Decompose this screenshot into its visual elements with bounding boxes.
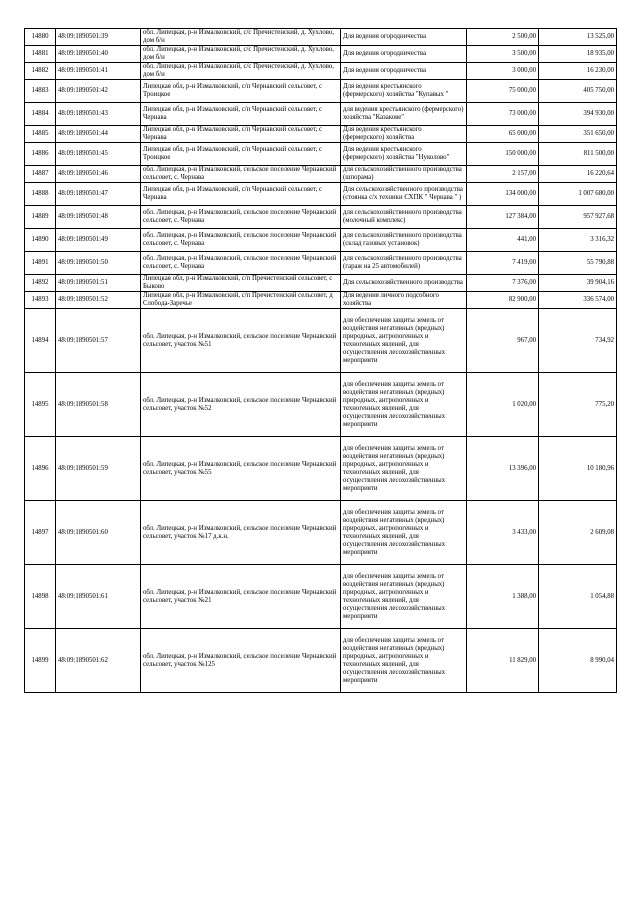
cadastral-value-cell: 351 650,00 — [539, 126, 617, 143]
permitted-use-cell: для сельскохозяйственного производства (склад газовых установок) — [341, 229, 467, 252]
cadastral-value-cell: 16 220,64 — [539, 166, 617, 183]
cadastral-table-sheet — [24, 28, 616, 693]
cadastral-value-cell: 39 904,16 — [539, 275, 617, 292]
cadastral-number-cell: 48:09:1890501:51 — [56, 275, 141, 292]
area-cell: 65 000,00 — [467, 126, 539, 143]
table-body — [25, 29, 617, 693]
area-cell: 7 376,00 — [467, 275, 539, 292]
row-number-cell: 14891 — [25, 252, 56, 275]
row-number-cell: 14889 — [25, 206, 56, 229]
area-cell: 127 384,00 — [467, 206, 539, 229]
cadastral-number-cell: 48:09:1890501:61 — [56, 565, 141, 629]
address-cell: обл. Липецкая, р-н Измалковский, сельское поселение Чернавский сельсовет, участок №125 — [141, 629, 341, 693]
address-cell: обл. Липецкая, р-н Измалковский, с/с Пречистенский, д. Хухлово, дом б/н — [141, 29, 341, 46]
address-cell: Липецкая обл, р-н Измалковский, с/п Пречистенский сельсовет, д Слобода-Заречье — [141, 292, 341, 309]
address-cell: обл. Липецкая, р-н Измалковский, сельское поселение Чернавский сельсовет, с. Чернава — [141, 252, 341, 275]
table-row — [25, 629, 617, 693]
area-cell: 13 396,00 — [467, 437, 539, 501]
address-cell: Липецкая обл, р-н Измалковский, с/п Пречистенский сельсовет, с Быково — [141, 275, 341, 292]
table-row — [25, 373, 617, 437]
table-row — [25, 501, 617, 565]
cadastral-value-cell: 1 054,88 — [539, 565, 617, 629]
table-row — [25, 29, 617, 46]
area-cell: 3 000,00 — [467, 63, 539, 80]
cadastral-number-cell: 48:09:1890501:44 — [56, 126, 141, 143]
row-number-cell: 14884 — [25, 103, 56, 126]
permitted-use-cell: Для ведения огородничества — [341, 46, 467, 63]
area-cell: 967,00 — [467, 309, 539, 373]
permitted-use-cell: Для сельскохозяйственного производства — [341, 275, 467, 292]
permitted-use-cell: для обеспечения защиты земель от воздействия негативных (вредных) природных, антропогенных и техногенных явлений, для осуществления лесохозяйственных мероприяти — [341, 501, 467, 565]
row-number-cell: 14888 — [25, 183, 56, 206]
permitted-use-cell: Для ведения огородничества — [341, 29, 467, 46]
row-number-cell: 14887 — [25, 166, 56, 183]
permitted-use-cell: для обеспечения защиты земель от воздействия негативных (вредных) природных, антропогенных и техногенных явлений, для осуществления лесохозяйственных мероприяти — [341, 373, 467, 437]
cadastral-number-cell: 48:09:1890501:47 — [56, 183, 141, 206]
cadastral-number-cell: 48:09:1890501:50 — [56, 252, 141, 275]
cadastral-value-cell: 13 525,00 — [539, 29, 617, 46]
address-cell: обл. Липецкая, р-н Измалковский, с/с Пречистенский, д. Хухлово, дом б/н — [141, 46, 341, 63]
area-cell: 75 000,00 — [467, 80, 539, 103]
row-number-cell: 14886 — [25, 143, 56, 166]
area-cell: 73 000,00 — [467, 103, 539, 126]
area-cell: 2 500,00 — [467, 29, 539, 46]
cadastral-value-cell: 394 930,00 — [539, 103, 617, 126]
cadastral-number-cell: 48:09:1890501:52 — [56, 292, 141, 309]
area-cell: 82 900,00 — [467, 292, 539, 309]
permitted-use-cell: Для ведения крестьянского (фермерского) хозяйства — [341, 126, 467, 143]
cadastral-value-table — [24, 28, 617, 693]
permitted-use-cell: Для ведения крестьянского (фермерского) хозяйства "Нуколово" — [341, 143, 467, 166]
cadastral-value-cell: 734,92 — [539, 309, 617, 373]
permitted-use-cell: Для ведения личного подсобного хозяйства — [341, 292, 467, 309]
cadastral-value-cell: 405 750,00 — [539, 80, 617, 103]
row-number-cell: 14898 — [25, 565, 56, 629]
address-cell: обл. Липецкая, р-н Измалковский, сельское поселение Чернавский сельсовет, участок №52 — [141, 373, 341, 437]
address-cell: обл. Липецкая, р-н Измалковский, сельское поселение Чернавский сельсовет, участок №51 — [141, 309, 341, 373]
cadastral-number-cell: 48:09:1890501:39 — [56, 29, 141, 46]
area-cell: 11 829,00 — [467, 629, 539, 693]
table-row — [25, 206, 617, 229]
permitted-use-cell: для ведения крестьянского (фермерского) хозяйства "Казакове" — [341, 103, 467, 126]
permitted-use-cell: для сельскохозяйственного производства (гараж на 25 автомобилей) — [341, 252, 467, 275]
cadastral-value-cell: 775,20 — [539, 373, 617, 437]
cadastral-value-cell: 10 180,96 — [539, 437, 617, 501]
cadastral-value-cell: 957 927,68 — [539, 206, 617, 229]
address-cell: Липецкая обл, р-н Измалковский, с/п Чернавский сельсовет, с Троицкое — [141, 80, 341, 103]
row-number-cell: 14896 — [25, 437, 56, 501]
row-number-cell: 14890 — [25, 229, 56, 252]
row-number-cell: 14882 — [25, 63, 56, 80]
table-row — [25, 46, 617, 63]
address-cell: Липецкая обл, р-н Измалковский, с/п Чернавский сельсовет, с Чернава — [141, 126, 341, 143]
table-row — [25, 565, 617, 629]
table-row — [25, 126, 617, 143]
cadastral-value-cell: 3 316,32 — [539, 229, 617, 252]
permitted-use-cell: Для ведения огородничества — [341, 63, 467, 80]
table-row — [25, 292, 617, 309]
address-cell: Липецкая обл, р-н Измалковский, с/п Чернавский сельсовет, с Чернава — [141, 183, 341, 206]
cadastral-value-cell: 336 574,00 — [539, 292, 617, 309]
cadastral-number-cell: 48:09:1890501:49 — [56, 229, 141, 252]
table-row — [25, 63, 617, 80]
row-number-cell: 14895 — [25, 373, 56, 437]
address-cell: Липецкая обл, р-н Измалковский, с/п Чернавский сельсовет, с Чернава — [141, 103, 341, 126]
row-number-cell: 14881 — [25, 46, 56, 63]
cadastral-value-cell: 1 007 680,00 — [539, 183, 617, 206]
cadastral-value-cell: 2 609,08 — [539, 501, 617, 565]
row-number-cell: 14892 — [25, 275, 56, 292]
area-cell: 1 020,00 — [467, 373, 539, 437]
address-cell: обл. Липецкая, р-н Измалковский, сельское поселение Чернавский сельсовет, участок №17 д.к.н. — [141, 501, 341, 565]
table-row — [25, 309, 617, 373]
cadastral-number-cell: 48:09:1890501:62 — [56, 629, 141, 693]
area-cell: 441,00 — [467, 229, 539, 252]
permitted-use-cell: для обеспечения защиты земель от воздействия негативных (вредных) природных, антропогенных и техногенных явлений, для осуществления лесохозяйственных мероприяти — [341, 565, 467, 629]
cadastral-value-cell: 16 230,00 — [539, 63, 617, 80]
table-row — [25, 229, 617, 252]
table-row — [25, 166, 617, 183]
permitted-use-cell: для сельскохозяйственного производства (шпорама) — [341, 166, 467, 183]
address-cell: обл. Липецкая, р-н Измалковский, сельское поселение Чернавский сельсовет, с. Чернава — [141, 166, 341, 183]
cadastral-number-cell: 48:09:1890501:40 — [56, 46, 141, 63]
permitted-use-cell: для обеспечения защиты земель от воздействия негативных (вредных) природных, антропогенных и техногенных явлений, для осуществления лесохозяйственных мероприяти — [341, 437, 467, 501]
area-cell: 1 388,00 — [467, 565, 539, 629]
table-row — [25, 437, 617, 501]
cadastral-number-cell: 48:09:1890501:57 — [56, 309, 141, 373]
row-number-cell: 14883 — [25, 80, 56, 103]
row-number-cell: 14894 — [25, 309, 56, 373]
address-cell: обл. Липецкая, р-н Измалковский, сельское поселение Чернавский сельсовет, с. Чернава — [141, 206, 341, 229]
table-row — [25, 252, 617, 275]
row-number-cell: 14897 — [25, 501, 56, 565]
table-row — [25, 143, 617, 166]
cadastral-number-cell: 48:09:1890501:58 — [56, 373, 141, 437]
table-row — [25, 80, 617, 103]
cadastral-number-cell: 48:09:1890501:45 — [56, 143, 141, 166]
row-number-cell: 14893 — [25, 292, 56, 309]
cadastral-number-cell: 48:09:1890501:59 — [56, 437, 141, 501]
cadastral-value-cell: 8 990,04 — [539, 629, 617, 693]
cadastral-number-cell: 48:09:1890501:48 — [56, 206, 141, 229]
cadastral-value-cell: 18 935,00 — [539, 46, 617, 63]
area-cell: 3 500,00 — [467, 46, 539, 63]
address-cell: Липецкая обл, р-н Измалковский, с/п Чернавский сельсовет, с Троицкое — [141, 143, 341, 166]
area-cell: 7 419,00 — [467, 252, 539, 275]
address-cell: обл. Липецкая, р-н Измалковский, сельское поселение Чернавский сельсовет, участок №55 — [141, 437, 341, 501]
table-row — [25, 103, 617, 126]
permitted-use-cell: для обеспечения защиты земель от воздействия негативных (вредных) природных, антропогенных и техногенных явлений, для осуществления лесохозяйственных мероприяти — [341, 309, 467, 373]
table-row — [25, 183, 617, 206]
cadastral-value-cell: 55 790,88 — [539, 252, 617, 275]
cadastral-number-cell: 48:09:1890501:46 — [56, 166, 141, 183]
row-number-cell: 14885 — [25, 126, 56, 143]
address-cell: обл. Липецкая, р-н Измалковский, с/с Пречистенский, д. Хухлово, дом б/н — [141, 63, 341, 80]
area-cell: 3 433,00 — [467, 501, 539, 565]
area-cell: 150 000,00 — [467, 143, 539, 166]
permitted-use-cell: Для ведения крестьянского (фермерского) хозяйства "Купавых " — [341, 80, 467, 103]
area-cell: 2 157,00 — [467, 166, 539, 183]
address-cell: обл. Липецкая, р-н Измалковский, сельское поселение Чернавский сельсовет, с. Чернава — [141, 229, 341, 252]
row-number-cell: 14880 — [25, 29, 56, 46]
cadastral-number-cell: 48:09:1890501:42 — [56, 80, 141, 103]
cadastral-value-cell: 811 500,00 — [539, 143, 617, 166]
permitted-use-cell: для сельскохозяйственного производства (молочный комплекс) — [341, 206, 467, 229]
table-row — [25, 275, 617, 292]
cadastral-number-cell: 48:09:1890501:41 — [56, 63, 141, 80]
cadastral-number-cell: 48:09:1890501:60 — [56, 501, 141, 565]
permitted-use-cell: для обеспечения защиты земель от воздействия негативных (вредных) природных, антропогенных и техногенных явлений, для осуществления лесохозяйственных мероприяти — [341, 629, 467, 693]
area-cell: 134 000,00 — [467, 183, 539, 206]
row-number-cell: 14899 — [25, 629, 56, 693]
cadastral-number-cell: 48:09:1890501:43 — [56, 103, 141, 126]
address-cell: обл. Липецкая, р-н Измалковский, сельское поселение Чернавский сельсовет, участок №21 — [141, 565, 341, 629]
permitted-use-cell: Для сельскохозяйственного производства (стоянка с/х техники СХПК " Чернава " ) — [341, 183, 467, 206]
